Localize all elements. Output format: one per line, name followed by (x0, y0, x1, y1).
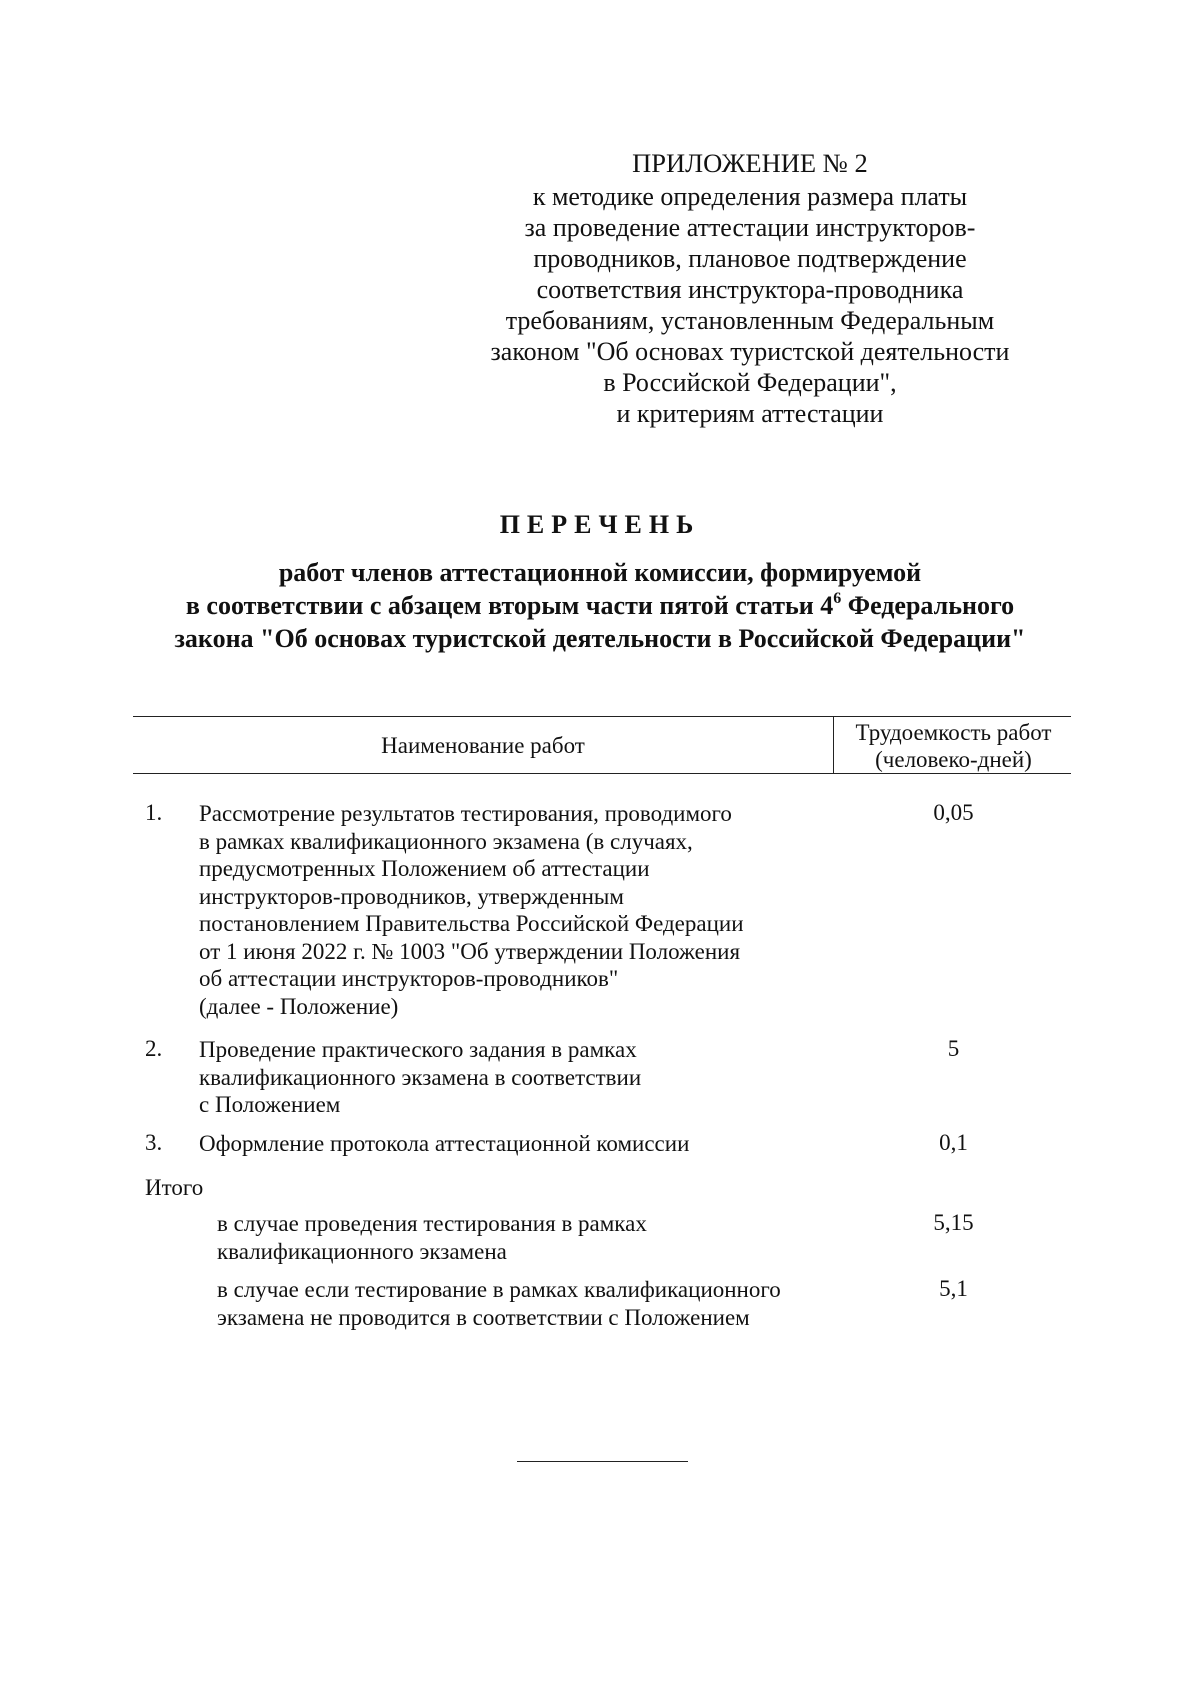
row-text-line: в рамках квалификационного экзамена (в случаях, (199, 828, 693, 854)
table-header-bottom-border (133, 773, 1071, 774)
total-case-line: в случае если тестирование в рамках квалификационного (217, 1277, 781, 1302)
subheading-line: закона "Об основах туристской деятельности в Российской Федерации" (174, 624, 1026, 653)
row-value: 0,05 (933, 800, 974, 825)
total-case-value: 5,1 (939, 1276, 968, 1301)
row-text-line: об аттестации инструкторов-проводников" (199, 966, 619, 991)
total-case-value: 5,15 (933, 1210, 974, 1235)
row-number: 3. (145, 1130, 163, 1155)
row-value: 0,1 (939, 1130, 968, 1155)
row-text (199, 1036, 641, 1119)
subheading-line: работ членов аттестационной комиссии, формируемой (278, 558, 922, 587)
appendix-line: требованиям, установленным Федеральным (505, 306, 995, 335)
row-text (199, 1130, 689, 1158)
appendix-line: проводников, плановое подтверждение (533, 244, 967, 273)
row-text-line: квалификационного экзамена в соответствии (199, 1064, 642, 1090)
row-value: 5 (947, 1036, 960, 1061)
subheading-text: в соответствии с абзацем вторым части пятой статьи 4 (185, 591, 834, 620)
document-heading: ПЕРЕЧЕНЬ (499, 510, 701, 539)
row-number: 2. (145, 1036, 163, 1061)
appendix-line: в Российской Федерации", (603, 368, 897, 397)
subheading-text: Федерального (841, 591, 1015, 620)
row-text-line: Рассмотрение результатов тестирования, проводимого (199, 801, 732, 826)
appendix-line: за проведение аттестации инструкторов- (524, 213, 976, 242)
column-header-labor-line: Трудоемкость работ (855, 720, 1052, 745)
appendix-line: и критериям аттестации (616, 399, 884, 428)
row-text-line: с Положением (199, 1092, 341, 1117)
row-text-line: предусмотренных Положением об аттестации (199, 856, 650, 881)
appendix-block (440, 148, 1060, 429)
table-column-divider (833, 716, 834, 773)
row-text-line: постановлением Правительства Российской Федерации (199, 911, 744, 936)
total-case-line: в случае проведения тестирования в рамках (217, 1211, 647, 1236)
total-case-line: экзамена не проводится в соответствии с Положением (217, 1305, 750, 1330)
column-header-name: Наименование работ (381, 733, 585, 758)
end-separator-line (517, 1461, 688, 1462)
row-text-line: от 1 июня 2022 г. № 1003 "Об утверждении Положения (199, 938, 741, 964)
appendix-title: ПРИЛОЖЕНИЕ № 2 (632, 148, 868, 178)
total-label: Итого (145, 1175, 204, 1200)
row-text-line: (далее - Положение) (199, 993, 399, 1019)
row-text-line: Оформление протокола аттестационной комиссии (199, 1131, 690, 1156)
row-text-line: инструкторов-проводников, утвержденным (199, 883, 624, 909)
table-top-border (133, 716, 1071, 717)
document-subheading (100, 556, 1100, 655)
appendix-line: к методике определения размера платы (532, 182, 968, 211)
subheading-line (100, 589, 1100, 622)
row-number: 1. (145, 800, 163, 825)
column-header-labor (836, 719, 1071, 773)
total-case-line: квалификационного экзамена (217, 1239, 507, 1264)
article-superscript: 6 (833, 590, 842, 607)
row-text-line: Проведение практического задания в рамках (199, 1037, 637, 1062)
total-case-text (217, 1210, 647, 1266)
appendix-line: законом "Об основах туристской деятельности (490, 337, 1010, 366)
column-header-labor-line: (человеко-дней) (875, 747, 1032, 772)
row-text (199, 800, 744, 1020)
appendix-line: соответствия инструктора-проводника (536, 275, 964, 304)
total-case-text (217, 1276, 781, 1332)
